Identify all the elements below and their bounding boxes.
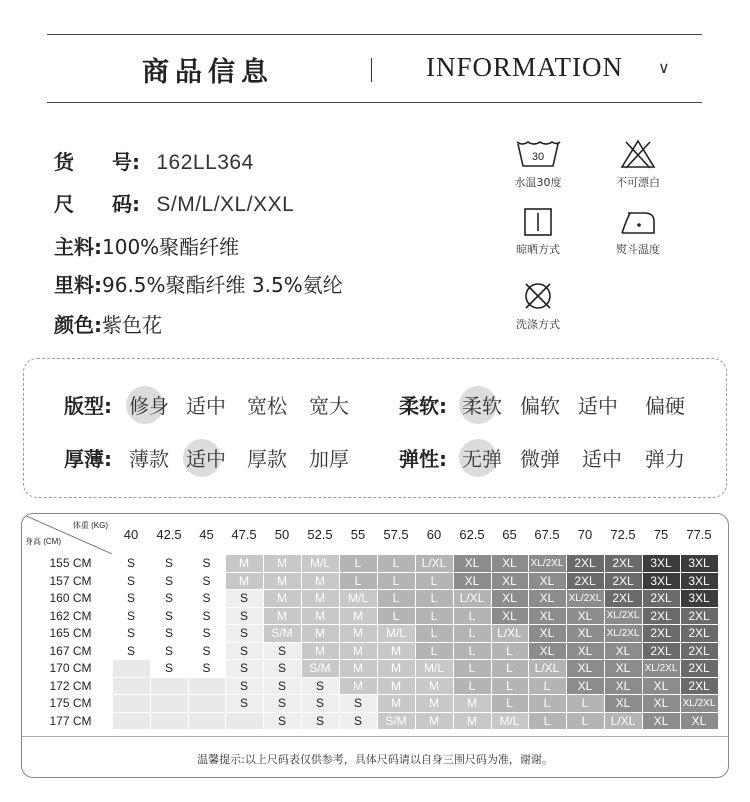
size-cell: 2XL [642,642,680,660]
size-cell: S [263,677,301,695]
size-cell: XL [566,625,604,643]
size-cell: XL [604,642,642,660]
size-cell: S [112,607,150,625]
size-cell [112,695,150,713]
care-dry [503,207,573,257]
size-cell: 3XL [680,572,718,590]
attr-thickness-option: 适中 [186,443,226,472]
size-cell: M/L [301,555,339,573]
dry-icon [521,207,555,237]
size-cell: M [377,642,415,660]
attr-elasticity-option: 适中 [582,447,622,471]
info-value: 162LL364 [156,151,254,174]
info-label: 号: [112,150,140,174]
size-cell: 2XL [680,642,718,660]
size-cell: S [112,572,150,590]
info-main-fabric [54,231,239,260]
info-item-number [54,146,254,175]
size-cell: L [528,677,566,695]
weight-header: 70 [577,526,593,542]
attr-elasticity-option: 无弹 [462,443,502,472]
size-cell: S [150,625,188,643]
size-cell: 2XL [680,607,718,625]
size-cell: 3XL [680,555,718,573]
attr-elasticity-option: 弹力 [645,447,685,471]
info-label: 里料: [54,273,102,297]
size-cell: XL/2XL [528,555,566,573]
size-cell [188,677,225,695]
size-cell: XL [680,712,718,730]
size-cell: L [566,712,604,730]
size-cell: S [150,572,188,590]
size-cell: M/L [415,660,453,678]
size-cell: L [491,642,528,660]
size-cell: XL [453,572,491,590]
height-label: 165 CM [49,626,92,641]
size-cell: L [453,625,491,643]
size-cell: M [263,607,301,625]
weight-header: 42.5 [156,526,182,542]
attr-softness-option: 柔软 [462,390,502,419]
info-label: 码: [112,192,140,216]
info-value: 紫色花 [102,313,162,337]
size-cell: L [415,572,453,590]
weight-header: 50 [274,526,290,542]
size-cell: M [339,607,377,625]
size-chart [21,513,729,778]
size-cell: M [339,625,377,643]
info-label: 货 [54,150,74,174]
attr-softness-option: 适中 [578,394,618,418]
height-label: 157 CM [49,573,92,588]
size-cell [112,677,150,695]
size-cell: 2XL [642,625,680,643]
size-cell: L/XL [528,660,566,678]
size-cell: 2XL [642,590,680,608]
size-cell: L [491,677,528,695]
size-cell: L [528,695,566,713]
weight-header: 57.5 [383,526,409,542]
attr-elasticity-label: 弹性: [399,447,447,471]
size-cell: XL/2XL [680,695,718,713]
size-cell: M [301,625,339,643]
size-cell: 2XL [642,607,680,625]
table-row [22,555,718,573]
info-label: 主料: [54,235,102,259]
size-cell: XL [491,555,528,573]
size-cell [188,695,225,713]
attr-thickness-label: 厚薄: [64,447,112,471]
height-label: 167 CM [49,643,92,658]
height-label: 175 CM [49,696,92,711]
chevron-down-icon[interactable]: ∨ [658,58,670,77]
size-cell: L/XL [604,712,642,730]
header-top-rule [47,34,702,35]
size-cell: M [339,642,377,660]
size-cell: XL [491,590,528,608]
weight-header: 45 [199,526,214,542]
weight-header: 62.5 [459,526,485,542]
size-cell: S [225,625,263,643]
table-row [22,572,718,590]
care-label: 洗涤方式 [516,318,560,331]
attr-fit-label: 版型: [64,394,112,418]
size-cell [150,712,188,730]
height-label: 160 CM [49,591,92,606]
size-cell: 3XL [642,572,680,590]
size-cell: M [453,712,491,730]
size-cell: M [453,695,491,713]
table-row [22,712,718,730]
size-cell [112,660,150,678]
size-cell: M [339,677,377,695]
size-cell: 2XL [604,555,642,573]
size-cell: S [150,607,188,625]
size-cell: XL [528,642,566,660]
size-cell: L [415,590,453,608]
size-cell: XL [604,660,642,678]
size-cell: L [377,555,415,573]
attr-thickness-option: 薄款 [129,447,169,471]
size-cell: M [225,572,263,590]
size-cell: L [453,607,491,625]
attr-thickness-option: 加厚 [309,447,349,471]
size-cell: M [263,590,301,608]
size-cell: S/M [263,625,301,643]
size-cell: L [377,590,415,608]
size-cell: M [301,607,339,625]
size-cell: XL [604,677,642,695]
size-cell: S [301,695,339,713]
size-cell: XL [642,677,680,695]
size-cell: S [188,572,225,590]
size-cell: XL [528,590,566,608]
size-cell: XL/2XL [604,625,642,643]
attributes-panel [23,358,727,498]
info-label: 颜色: [54,313,102,337]
size-cell: XL [491,607,528,625]
size-cell: XL [528,625,566,643]
size-cell: L/XL [491,625,528,643]
size-cell: XL [642,695,680,713]
size-cell: S [225,660,263,678]
table-row [22,695,718,713]
size-cell: S [301,677,339,695]
size-cell: S [188,625,225,643]
size-cell: XL [528,572,566,590]
table-row [22,625,718,643]
corner-weight-label: 体重 (KG) [72,521,108,530]
attr-softness-option: 偏软 [520,394,560,418]
info-value: S/M/L/XL/XXL [156,193,295,216]
attr-elasticity-option: 微弹 [520,447,560,471]
size-cell: M [377,660,415,678]
size-cell: S [188,660,225,678]
info-lining [54,269,343,298]
height-label: 162 CM [49,608,92,623]
size-cell: S [112,590,150,608]
size-cell: XL/2XL [604,607,642,625]
info-value: 96.5%聚酯纤维 3.5%氨纶 [102,273,343,297]
size-cell: S [150,555,188,573]
size-cell: 2XL [604,590,642,608]
size-cell: XL [453,555,491,573]
size-cell: L [377,607,415,625]
size-cell: 2XL [680,660,718,678]
table-row [22,642,718,660]
size-table [22,514,719,730]
size-cell: M [415,695,453,713]
size-cell [150,677,188,695]
size-cell: XL [566,677,604,695]
size-cell: S [339,695,377,713]
care-dryclean [503,280,573,332]
size-cell: 2XL [680,625,718,643]
size-cell: L [339,555,377,573]
size-cell: S [112,642,150,660]
attr-thickness-option: 厚款 [247,447,287,471]
size-cell: S [150,590,188,608]
weight-header: 40 [123,526,139,542]
info-color [54,309,162,338]
size-cell: XL [528,607,566,625]
size-cell: M/L [491,712,528,730]
size-cell: L [415,642,453,660]
care-label: 熨斗温度 [616,243,660,256]
height-label: 172 CM [49,678,92,693]
size-cell: M [301,590,339,608]
size-cell [112,712,150,730]
weight-header: 52.5 [307,526,333,542]
size-cell: L [566,695,604,713]
size-cell: L [453,660,491,678]
size-cell: S [188,642,225,660]
size-cell: M/L [377,625,415,643]
size-cell: XL [491,572,528,590]
size-cell: M [263,572,301,590]
care-label: 不可漂白 [616,176,660,189]
size-cell: S [225,677,263,695]
size-cell: S [263,712,301,730]
header-bottom-rule [47,102,702,103]
care-wash [503,138,573,190]
size-cell: S [225,695,263,713]
size-cell: S [225,607,263,625]
table-row [22,660,718,678]
size-cell: L [415,625,453,643]
size-cell: S [150,642,188,660]
no-bleach-icon [618,138,658,170]
size-cell: S [263,642,301,660]
size-cell: S [301,712,339,730]
size-cell: S [188,555,225,573]
size-cell: S [112,555,150,573]
size-table-corner [22,514,112,555]
info-size [54,188,294,217]
size-cell: M [301,642,339,660]
size-cell: XL [566,660,604,678]
size-cell: S [263,695,301,713]
weight-header: 77.5 [686,526,712,542]
size-cell: 2XL [680,677,718,695]
size-cell: S/M [377,712,415,730]
size-cell: M [339,660,377,678]
size-cell: XL/2XL [566,590,604,608]
info-label: 尺 [54,192,74,216]
size-cell: L [339,572,377,590]
size-cell: XL/2XL [642,660,680,678]
size-cell: XL [566,607,604,625]
size-cell: XL [604,695,642,713]
weight-header: 65 [502,526,517,542]
size-cell: M [225,555,263,573]
care-label: 晾晒方式 [516,243,560,256]
iron-icon [618,207,658,237]
size-cell: XL [642,712,680,730]
size-cell: S [188,590,225,608]
header-title-cn: 商品信息 [142,57,274,88]
header-title-en: INFORMATION [426,52,624,82]
size-cell: S [225,642,263,660]
size-cell: L/XL [415,555,453,573]
height-label: 170 CM [49,661,92,676]
attr-fit-option: 适中 [186,394,226,418]
care-iron [603,207,673,257]
size-cell: L [491,660,528,678]
header-divider [371,58,372,82]
dry-clean-icon [521,280,555,312]
size-cell: M [263,555,301,573]
note-divider [22,736,728,737]
size-cell: M [415,712,453,730]
size-cell: S [188,607,225,625]
size-cell: L [491,695,528,713]
size-cell: L [377,572,415,590]
weight-header: 72.5 [610,526,636,542]
size-cell: 3XL [680,590,718,608]
size-cell: M [377,695,415,713]
attr-fit-option: 宽大 [309,394,349,418]
size-cell: L [453,642,491,660]
size-cell: M [415,677,453,695]
weight-header: 60 [426,526,442,542]
size-cell: S/M [301,660,339,678]
corner-height-label: 身高 (CM) [25,537,61,546]
size-cell: L [528,712,566,730]
wash-30-icon [514,138,562,170]
table-row [22,677,718,695]
size-cell [188,712,225,730]
size-cell: M [377,677,415,695]
size-cell: S [339,712,377,730]
attr-softness-label: 柔软: [399,394,447,418]
size-cell: 3XL [642,555,680,573]
info-value: 100%聚酯纤维 [102,235,240,259]
size-cell: 2XL [604,572,642,590]
care-bleach [603,138,673,190]
weight-header: 67.5 [534,526,560,542]
weight-header: 55 [350,526,366,542]
attr-fit-option: 修身 [129,390,169,419]
table-row [22,607,718,625]
size-cell: L/XL [453,590,491,608]
size-cell: M [301,572,339,590]
attr-fit-option: 宽松 [247,394,287,418]
table-row [22,590,718,608]
size-cell [150,695,188,713]
size-cell [225,712,263,730]
height-label: 155 CM [49,556,92,571]
size-cell: 2XL [566,572,604,590]
size-cell: L [415,607,453,625]
attr-softness-option: 偏硬 [645,394,685,418]
size-cell: S [225,590,263,608]
wash-temp: 30 [531,151,545,163]
size-cell: S [150,660,188,678]
size-cell: L [453,677,491,695]
size-note: 温馨提示:以上尺码表仅供参考，具体尺码请以自身三围尺码为准，谢谢。 [197,753,553,766]
size-cell: S [112,625,150,643]
care-label: 水温30度 [514,176,562,189]
height-label: 177 CM [49,713,92,728]
weight-header: 47.5 [231,526,257,542]
weight-header: 75 [653,526,669,542]
size-cell: 2XL [566,555,604,573]
size-cell: M/L [339,590,377,608]
size-cell: S [263,660,301,678]
size-cell: XL [566,642,604,660]
